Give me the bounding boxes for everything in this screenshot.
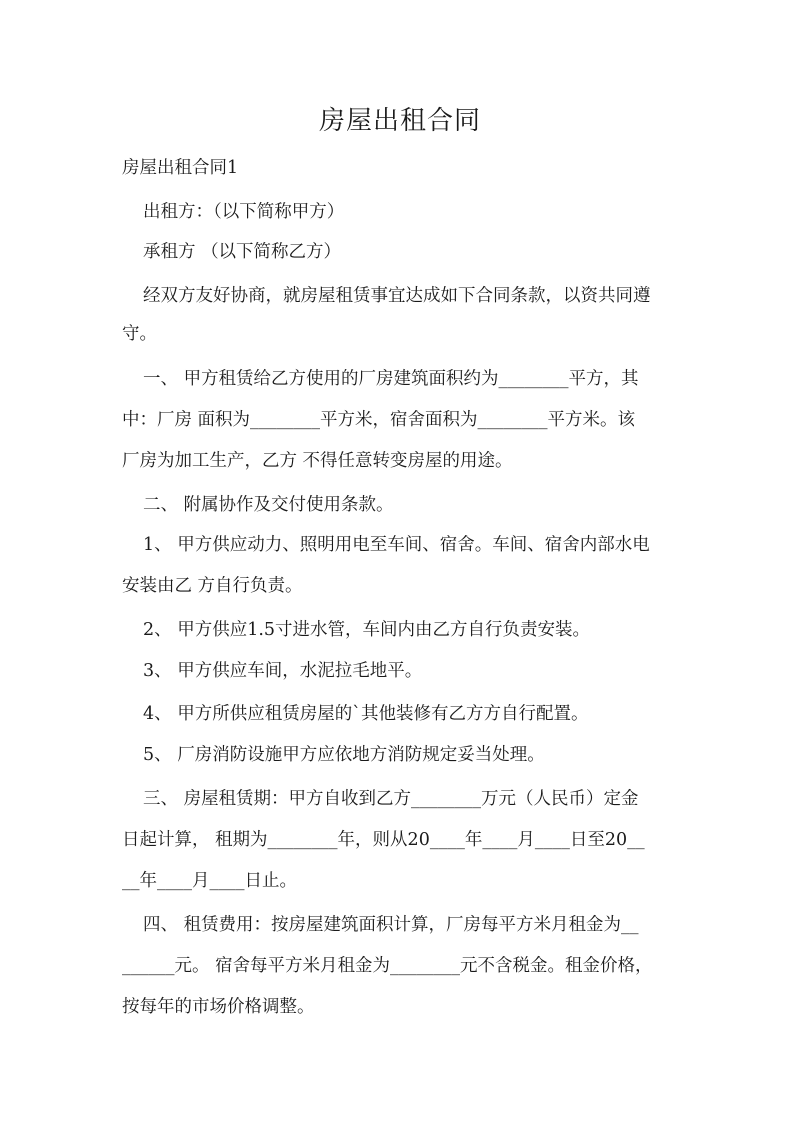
clause-2-item-4: 4、 甲方所供应租赁房屋的`其他装修有乙方方自行配置。 xyxy=(143,704,589,724)
clause-1-line-2: 中：厂房 面积为________平方米，宿舍面积为________平方米。该 xyxy=(122,410,636,430)
clause-3-line-3: __年____月____日止。 xyxy=(122,871,297,891)
clause-2-item-3: 3、 甲方供应车间，水泥拉毛地平。 xyxy=(143,661,423,681)
clause-2-item-2: 2、 甲方供应1.5寸进水管，车间内由乙方自行负责安装。 xyxy=(143,620,591,640)
clause-2-item-1-line-2: 安装由乙 方自行负责。 xyxy=(122,576,303,596)
clause-1-line-1: 一、 甲方租赁给乙方使用的厂房建筑面积约为________平方，其 xyxy=(143,369,639,389)
lessee-line: 承租方 （以下简称乙方） xyxy=(143,242,342,262)
preamble-line-1: 经双方友好协商，就房屋租赁事宜达成如下合同条款，以资共同遵 xyxy=(143,286,651,306)
clause-3-line-2: 日起计算， 租期为________年，则从20____年____月____日至20__ xyxy=(122,830,645,850)
clause-4-line-3: 按每年的市场价格调整。 xyxy=(122,997,315,1017)
lessor-line: 出租方：（以下简称甲方） xyxy=(143,202,345,222)
clause-2-item-5: 5、 厂房消防设施甲方应依地方消防规定妥当处理。 xyxy=(143,745,545,765)
preamble-line-2: 守。 xyxy=(122,324,157,344)
clause-2-item-1-line-1: 1、 甲方供应动力、照明用电至车间、宿舍。车间、宿舍内部水电 xyxy=(143,535,650,555)
clause-3-line-1: 三、 房屋租赁期：甲方自收到乙方________万元（人民币）定金 xyxy=(143,789,639,809)
document-title: 房屋出租合同 xyxy=(318,106,481,136)
clause-4-line-1: 四、 租赁费用：按房屋建筑面积计算，厂房每平方米月租金为__ xyxy=(143,915,639,935)
clause-2-heading: 二、 附属协作及交付使用条款。 xyxy=(143,495,394,515)
clause-4-line-2: ______元。 宿舍每平方米月租金为________元不含税金。租金价格， xyxy=(122,956,653,976)
contract-subtitle: 房屋出租合同1 xyxy=(122,158,239,178)
clause-1-line-3: 厂房为加工生产，乙方 不得任意转变房屋的用途。 xyxy=(122,451,513,471)
